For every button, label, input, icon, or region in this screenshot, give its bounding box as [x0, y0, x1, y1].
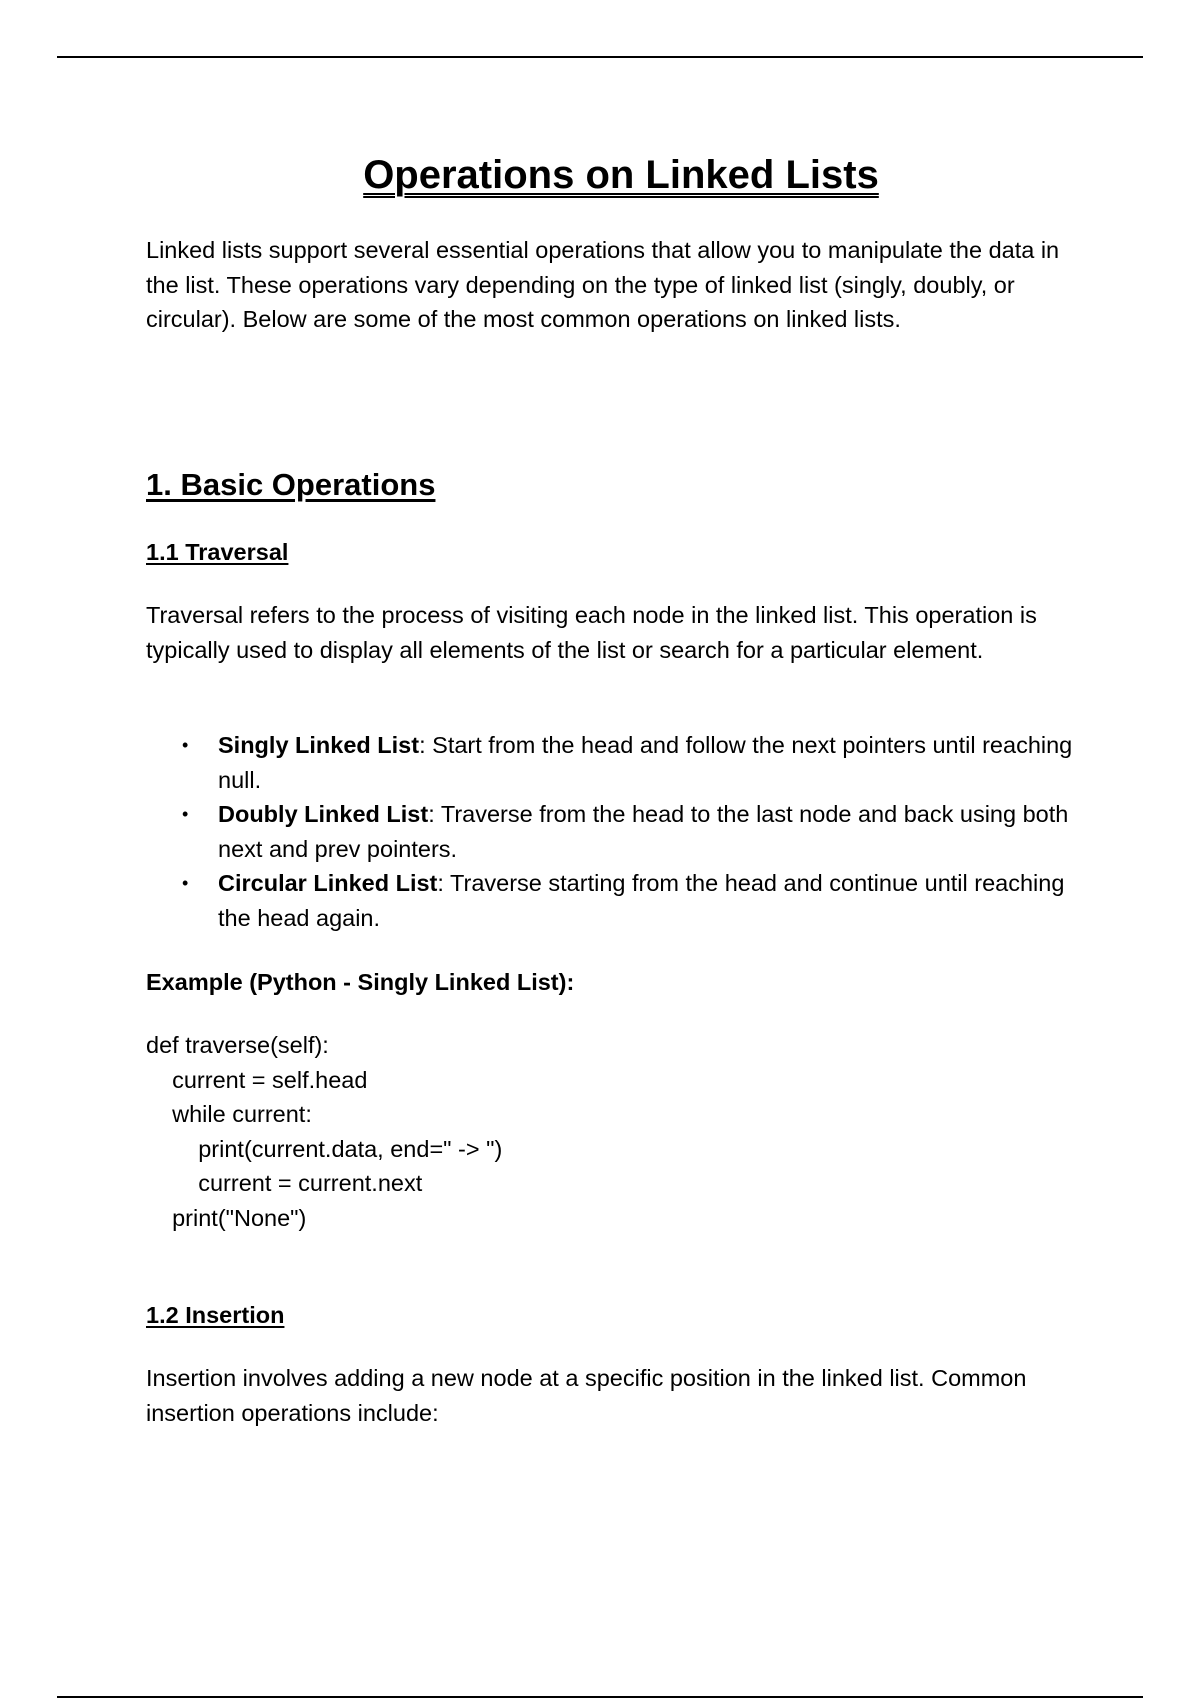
bullet-text: : Traverse from the head to the last node and back using both next and prev pointers.	[218, 801, 1069, 862]
subheading-traversal: 1.1 Traversal	[146, 539, 289, 565]
bullet-icon: •	[182, 735, 189, 755]
code-line: current = current.next	[146, 1170, 423, 1196]
code-line: print("None")	[146, 1204, 307, 1231]
code-line: current = self.head	[146, 1066, 368, 1093]
subheading-insertion: 1.2 Insertion	[146, 1302, 285, 1328]
bullet-text: : Start from the head and follow the next pointers until reaching null.	[218, 732, 1073, 793]
example-label: Example (Python - Singly Linked List):	[146, 969, 575, 995]
list-item	[146, 728, 1096, 797]
code-line: while current:	[146, 1101, 312, 1127]
list-item	[146, 866, 1096, 935]
bullet-icon: •	[182, 804, 189, 824]
code-example	[146, 1028, 502, 1235]
top-rule	[57, 56, 1143, 58]
bullet-term: Singly Linked List	[218, 732, 420, 758]
intro-paragraph: Linked lists support several essential operations that allow you to manipulate the data in the list. These operations vary depending on the type of linked list (singly, doubly, or circular). Below are some of the most common operations on linked lists.	[146, 237, 1060, 332]
traversal-paragraph: Traversal refers to the process of visiting each node in the linked list. This operation is typically used to display all elements of the list or search for a particular element.	[146, 602, 1037, 663]
page-title: Operations on Linked Lists	[363, 153, 879, 197]
traversal-bullet-list	[146, 728, 1096, 935]
section-heading-basic-operations: 1. Basic Operations	[146, 467, 436, 502]
code-line: def traverse(self):	[146, 1032, 329, 1058]
bullet-term: Circular Linked List	[218, 870, 438, 896]
bullet-term: Doubly Linked List	[218, 801, 429, 827]
list-item	[146, 797, 1096, 866]
bullet-text: : Traverse starting from the head and continue until reaching the head again.	[218, 870, 1065, 931]
bullet-icon: •	[182, 873, 189, 893]
bottom-rule	[57, 1696, 1143, 1698]
insertion-paragraph: Insertion involves adding a new node at a specific position in the linked list. Common insertion operations include:	[146, 1365, 1027, 1426]
code-line: print(current.data, end=" -> ")	[146, 1135, 503, 1162]
